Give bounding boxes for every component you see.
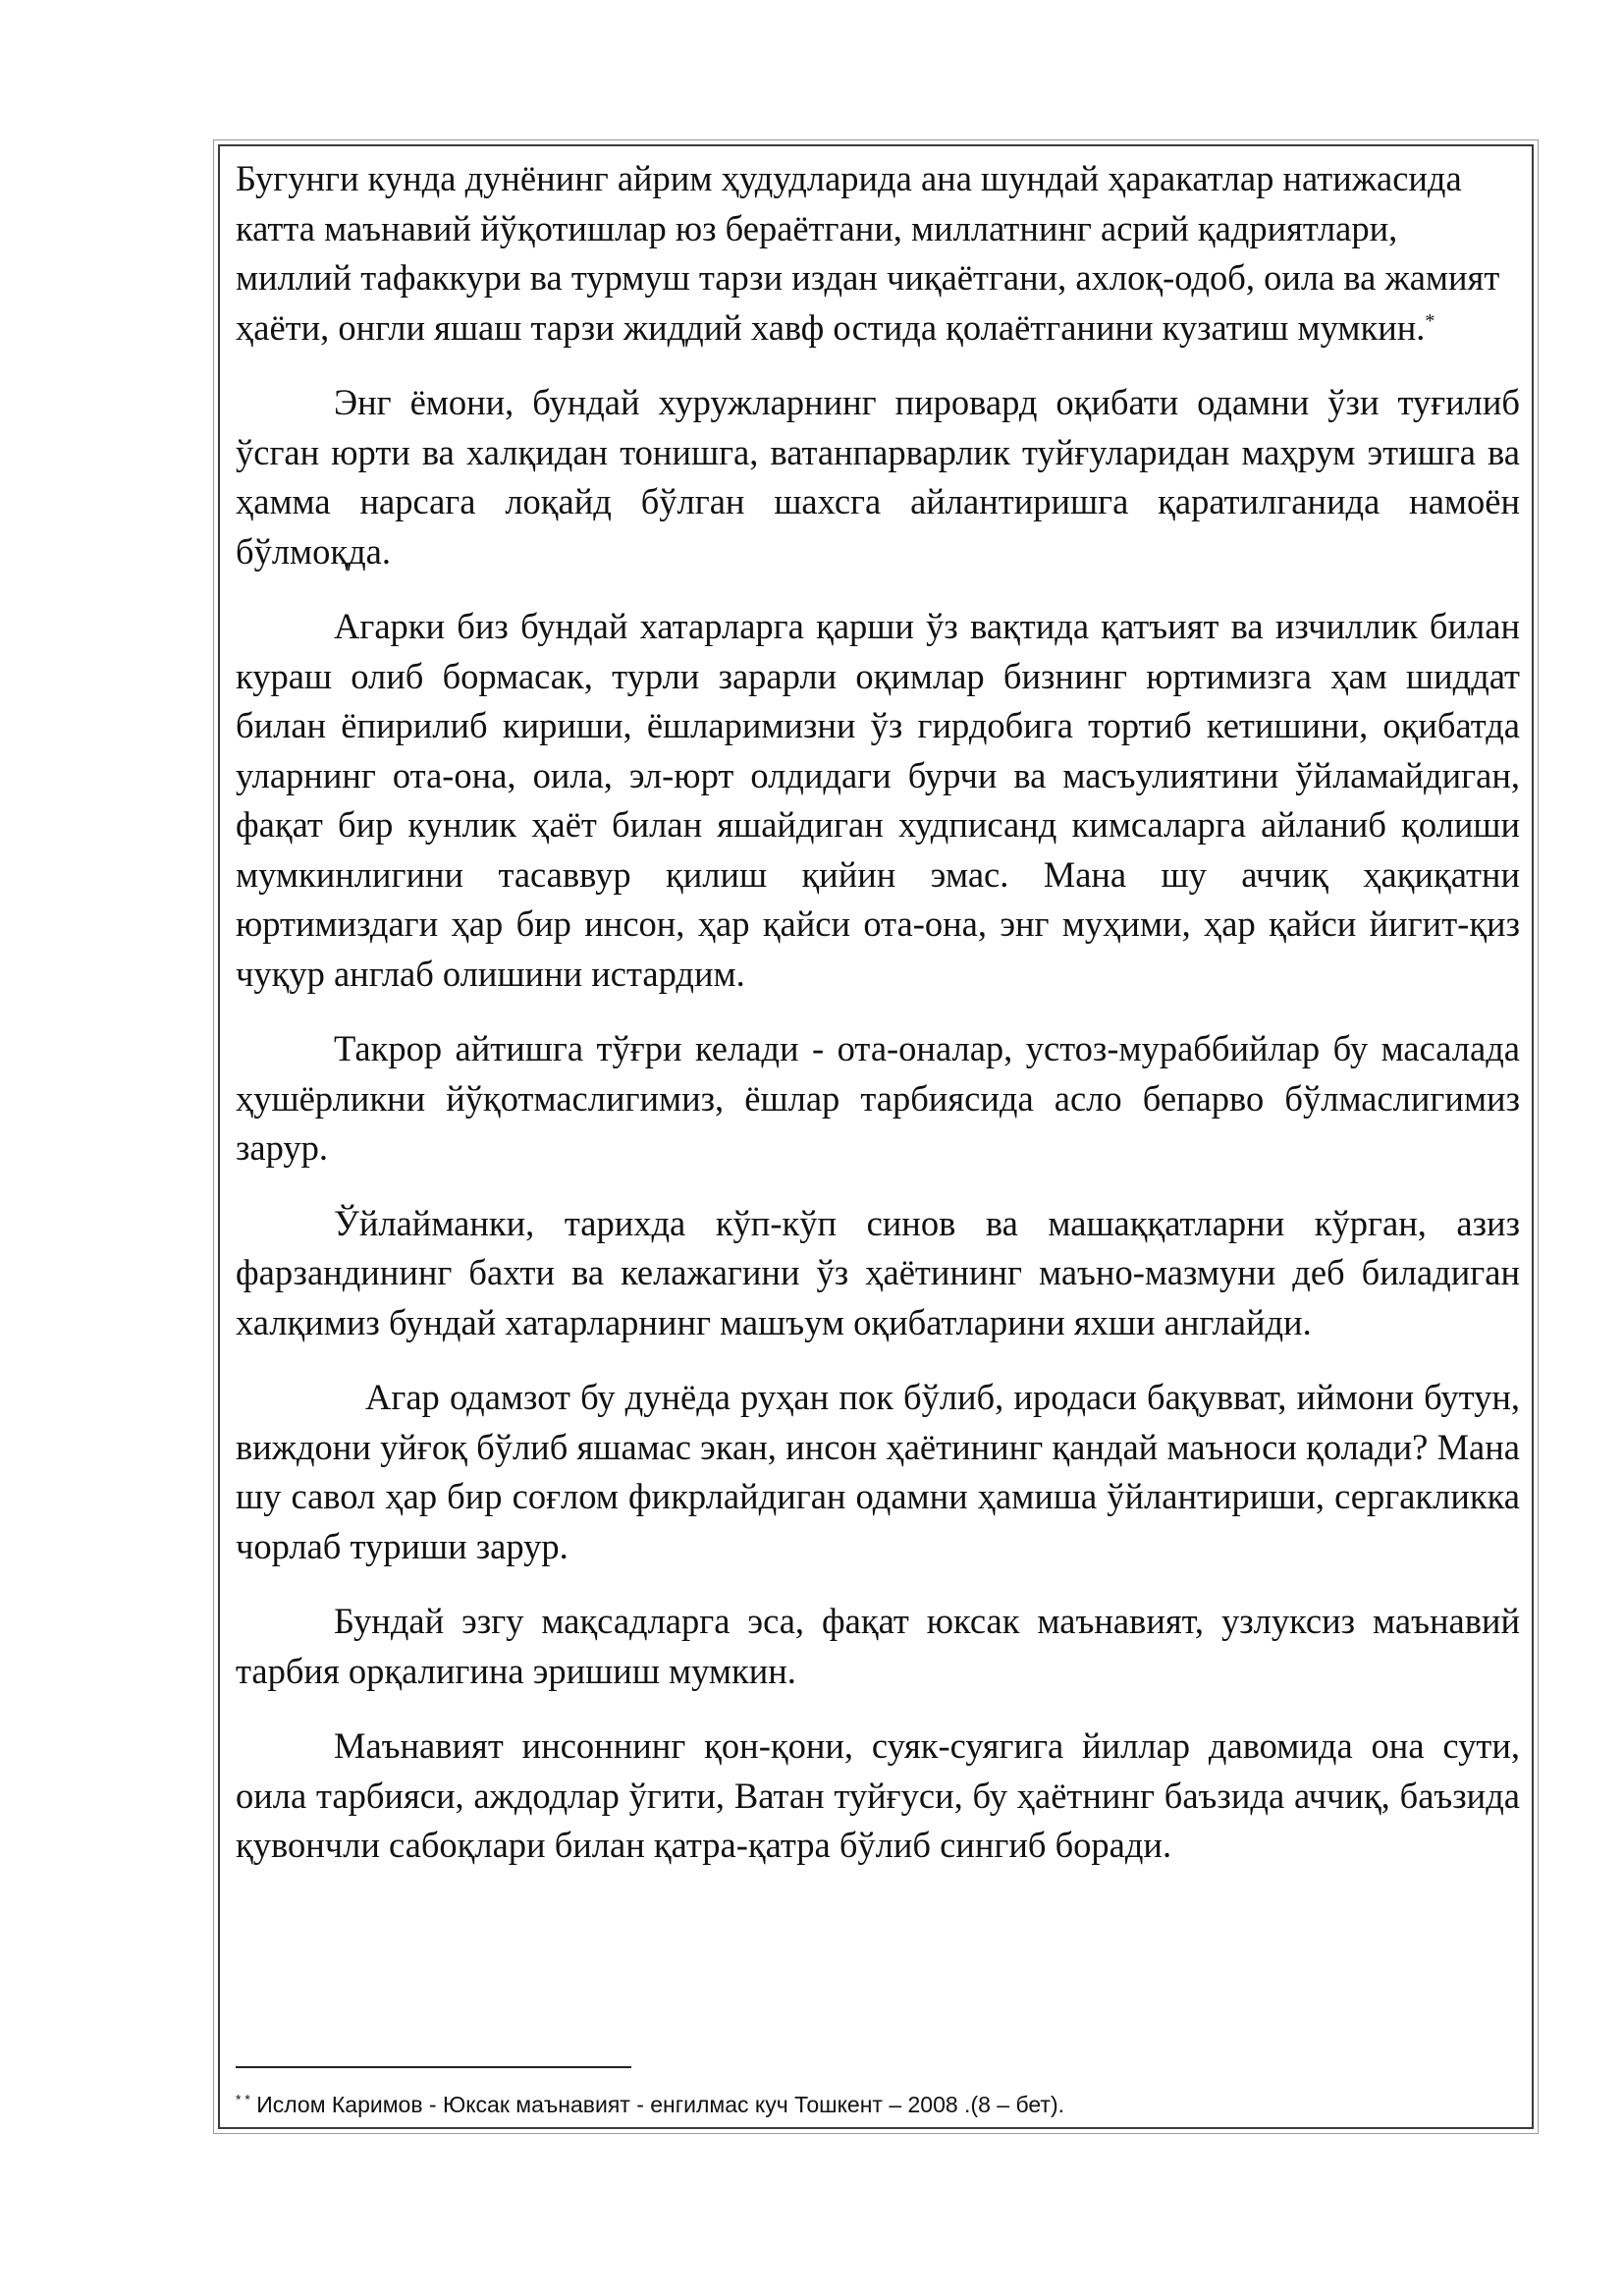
paragraph-1: [236, 154, 1520, 353]
paragraph-1-text: Бугунги кунда дунёнинг айрим ҳудудларида ана шундай ҳаракатлар натижасида катта маънавий йўқотишлар юз бераётгани, миллатнинг асрий қадриятлари, миллий тафаккури ва турмуш тарзи издан чиқаётгани, ахлоқ-одоб, оила ва жамият ҳаёти, онгли яшаш тарзи жиддий хавф остида қолаётганини кузатиш мумкин.: [236, 158, 1500, 348]
paragraph-4: Такрор айтишга тўғри келади - ота-оналар, устоз-мураббийлар бу масалада ҳушёрликни йўқотмаслигимиз, ёшлар тарбиясида асло бепарво бўлмаслигимиз зарур.: [236, 1028, 1520, 1168]
body-text: [236, 154, 1520, 1896]
paragraph-6: Агар одамзот бу дунёда руҳан пок бўлиб, иродаси бақувват, иймони бутун, виждони уйғоқ бўлиб яшамас экан, инсон ҳаётининг қандай маъноси қолади? Мана шу савол ҳар бир соғлом фикрлайдиган одамни ҳамиша ўйлантириши, сергакликка чорлаб туриши зарур.: [236, 1377, 1520, 1566]
footnote-marks: * *: [236, 2091, 250, 2107]
page-frame: [218, 144, 1534, 2129]
paragraph-5: Ўйлайманки, тарихда кўп-кўп синов ва машаққатларни кўрган, азиз фарзандининг бахти ва келажагини ўз ҳаётининг маъно-мазмуни деб биладиган халқимиз бундай хатарларнинг машъум оқибатларини яхши англайди.: [236, 1202, 1520, 1342]
footnote: [236, 2091, 1064, 2118]
footnote-separator-line: [236, 2066, 631, 2068]
paragraph-7: Бундай эзгу мақсадларга эса, фақат юксак маънавият, узлуксиз маънавий тарбия орқалигина эришиш мумкин.: [236, 1601, 1520, 1691]
footnote-text: Ислом Каримов - Юксак маънавият - енгилмас куч Тошкент – 2008 .(8 – бет).: [256, 2092, 1064, 2117]
paragraph-3: Агарки биз бундай хатарларга қарши ўз вақтида қатъият ва изчиллик билан кураш олиб бормасак, турли зарарли оқимлар бизнинг юртимизга ҳам шиддат билан ёпирилиб кириши, ёшларимизни ўз гирдобига тортиб кетишини, оқибатда уларнинг ота-она, оила, эл-юрт олдидаги бурчи ва масъулиятини ўйламайдиган, фақат бир кунлик ҳаёт билан яшайдиган худписанд кимсаларга айланиб қолиши мумкинлигини тасаввур қилиш қийин эмас. Мана шу аччиқ ҳақиқатни юртимиздаги ҳар бир инсон, ҳар қайси ота-она, энг муҳими, ҳар қайси йигит-қиз чуқур англаб олишини истардим.: [236, 606, 1520, 994]
paragraph-2: Энг ёмони, бундай хуружларнинг пировард оқибати одамни ўзи туғилиб ўсган юрти ва халқидан тонишга, ватанпарварлик туйғуларидан маҳрум этишга ва ҳамма нарсага лоқайд бўлган шахсга айлантиришга қаратилганида намоён бўлмоқда.: [236, 382, 1520, 572]
footnote-reference-mark: *: [1425, 309, 1435, 332]
paragraph-8: Маънавият инсоннинг қон-қони, суяк-суягига йиллар давомида она сути, оила тарбияси, аждодлар ўгити, Ватан туйғуси, бу ҳаётнинг баъзида аччиқ, баъзида қувончли сабоқлари билан қатра-қатра бўлиб сингиб боради.: [236, 1725, 1520, 1865]
